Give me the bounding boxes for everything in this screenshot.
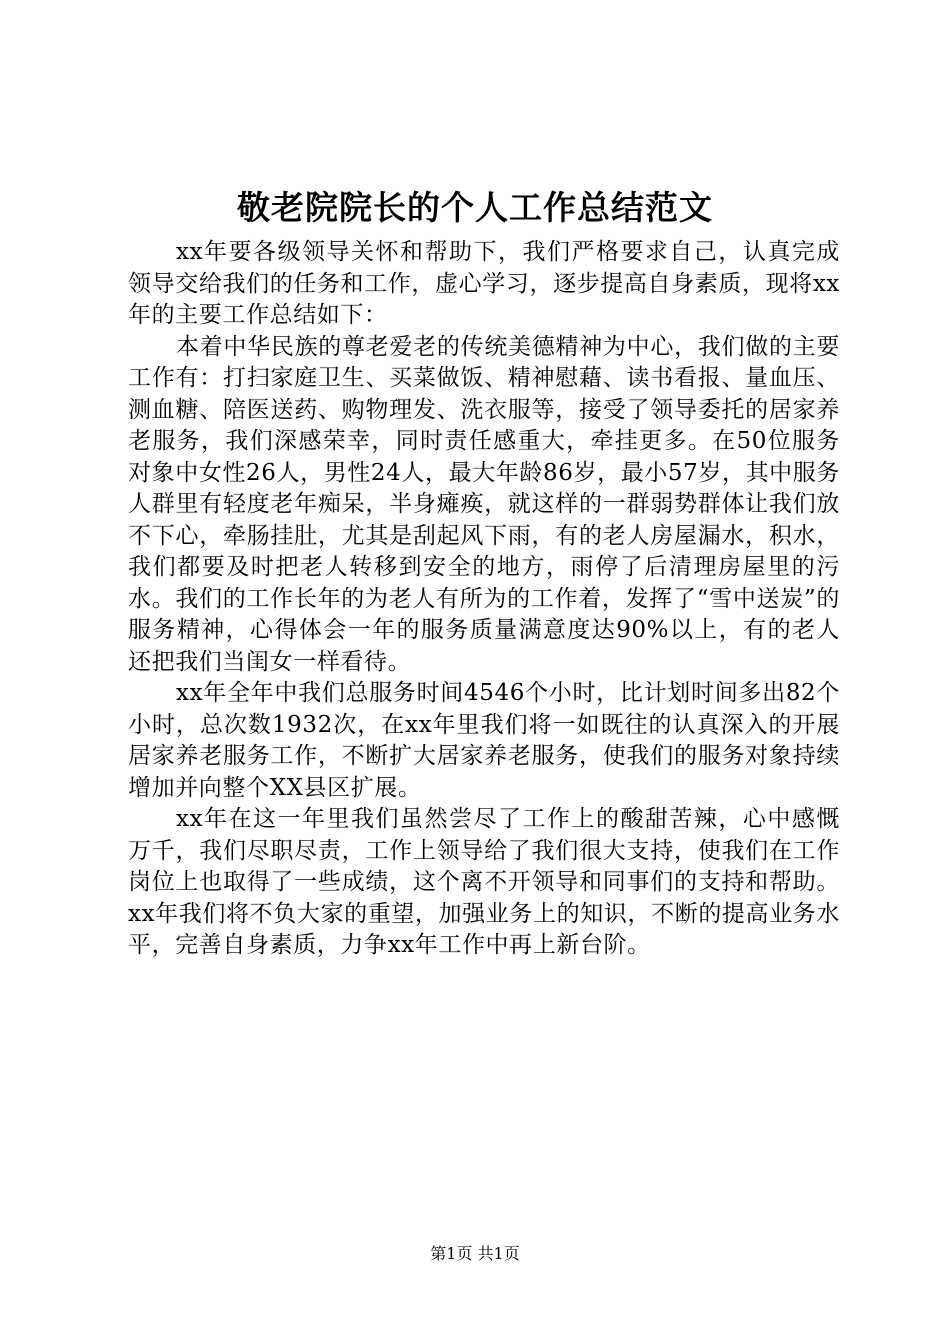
paragraph-intro: xx年要各级领导关怀和帮助下，我们严格要求自己，认真完成领导交给我们的任务和工作，虚心学习，逐步提高自身素质，现将xx年的主要工作总结如下： [128, 239, 840, 328]
paragraph-service-hours: xx年全年中我们总服务时间4546个小时，比计划时间多出82个小时，总次数1932次，在xx年里我们将一如既往的认真深入的开展居家养老服务工作，不断扩大居家养老服务，使我们的服务对象持续增加并向整个XX县区扩展。 [128, 680, 840, 801]
document-body [128, 237, 840, 962]
paragraph-main-work: 本着中华民族的尊老爱老的传统美德精神为中心，我们做的主要工作有：打扫家庭卫生、买菜做饭、精神慰藉、读书看报、量血压、测血糖、陪医送药、购物理发、洗衣服等，接受了领导委托的居家养老服务，我们深感荣幸，同时责任感重大，牵挂更多。在50位服务对象中女性26人，男性24人，最大年龄86岁，最小57岁，其中服务人群里有轻度老年痴呆，半身瘫痪，就这样的一群弱势群体让我们放不下心，牵肠挂肚，尤其是刮起风下雨，有的老人房屋漏水，积水，我们都要及时把老人转移到安全的地方，雨停了后清理房屋里的污水。我们的工作长年的为老人有所为的工作着，发挥了“雪中送炭”的服务精神，心得体会一年的服务质量满意度达90%以上，有的老人还把我们当闺女一样看待。 [128, 333, 840, 675]
page-footer: 第1页 共1页 [430, 1244, 520, 1263]
paragraph-conclusion: xx年在这一年里我们虽然尝尽了工作上的酸甜苦辣，心中感慨万千，我们尽职尽责，工作上领导给了我们很大支持，使我们在工作岗位上也取得了一些成绩，这个离不开领导和同事们的支持和帮助。xx年我们将不负大家的重望，加强业务上的知识，不断的提高业务水平，完善自身素质，力争xx年工作中再上新台阶。 [128, 806, 840, 958]
document-title: 敬老院院长的个人工作总结范文 [237, 188, 713, 227]
